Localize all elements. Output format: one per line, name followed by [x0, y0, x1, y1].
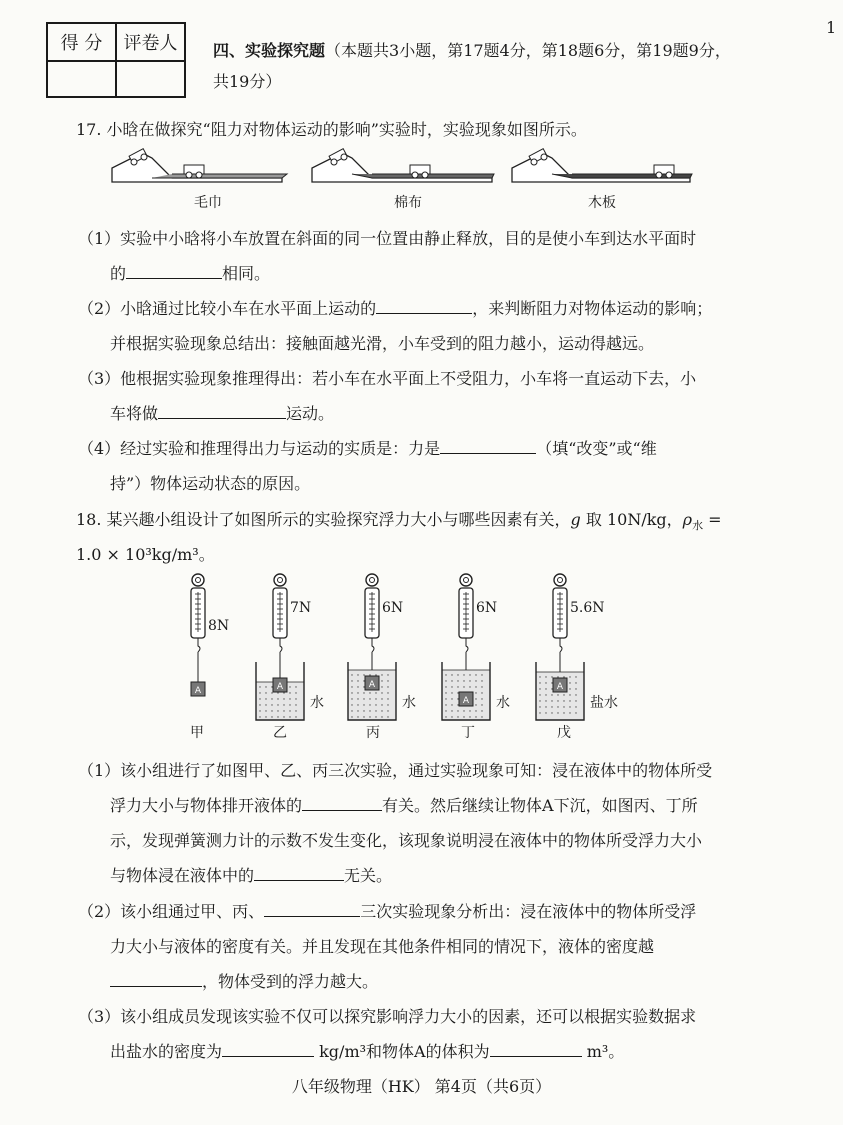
q18-p3-line1: （3）该小组成员发现该实验不仅可以探究影响浮力大小的因素，还可以根据实验数据求	[78, 1007, 697, 1026]
q18-p3-text-a: 出盐水的密度为	[110, 1042, 223, 1061]
q17-p4-text-a: （4）经过实验和推理得出力与运动的实质是：力是	[78, 439, 441, 458]
q18-p1-text-a: 浮力大小与物体排开液体的	[110, 796, 303, 815]
q17-p3-text-a: 车将做	[110, 404, 159, 423]
q17-p2-line2: 并根据实验现象总结出：接触面越光滑，小车受到的阻力越小，运动得越远。	[110, 334, 655, 353]
q18-p2-line1	[78, 899, 696, 922]
q17-p3-line1: （3）他根据实验现象推理得出：若小车在水平面上不受阻力，小车将一直运动下去，小	[78, 369, 697, 388]
ramp-board	[512, 149, 692, 182]
spring-scale-yi	[256, 574, 324, 720]
q18-blank-2[interactable]	[254, 864, 344, 881]
section-note-1: （本题共3小题，第17题4分，第18题6分，第19题9分，	[325, 41, 731, 60]
liquid-label-bing: 水	[402, 695, 416, 711]
setup-label-ding: 丁	[461, 725, 475, 741]
setup-label-yi: 乙	[273, 725, 287, 741]
q18-eq: =	[703, 510, 722, 529]
setup-label-wu: 戊	[557, 725, 571, 741]
page-footer: 八年级物理（HK） 第4页（共6页）	[291, 1077, 552, 1096]
q17-p1-line1: （1）实验中小晗将小车放置在斜面的同一位置由静止释放，目的是使小车到达水平面时	[78, 229, 697, 248]
reading-yi: 7N	[290, 600, 312, 616]
ramp-towel	[112, 149, 287, 182]
q18-blank-6[interactable]	[490, 1040, 582, 1057]
ramp-cotton	[312, 149, 494, 182]
buoyancy-figures	[170, 574, 650, 754]
q18-p3-text-c: m³。	[586, 1042, 625, 1061]
surface-label-cotton: 棉布	[394, 195, 422, 211]
block-label-wu: A	[556, 682, 564, 692]
q18-p1-line1: （1）该小组进行了如图甲、乙、丙三次实验，通过实验现象可知：浸在液体中的物体所受	[78, 761, 713, 780]
q17-p4-line2: 持”）物体运动状态的原因。	[110, 474, 311, 493]
q17-blank-3[interactable]	[158, 402, 286, 419]
q17-p2-text-a: （2）小晗通过比较小车在水平面上运动的	[78, 299, 377, 318]
q17-p3-line2	[110, 401, 334, 424]
q17-p2-line1	[78, 296, 712, 319]
section-note-2: 共19分）	[213, 72, 282, 91]
q17-p4-line1	[78, 436, 657, 459]
q17-p2-text-b: ，来判断阻力对物体运动的影响；	[472, 299, 713, 318]
block-label-ding: A	[462, 696, 470, 706]
surface-label-towel: 毛巾	[194, 195, 222, 211]
spring-scale-ding	[442, 574, 510, 720]
grader-label: 评卷人	[116, 23, 185, 61]
reading-jia: 8N	[208, 618, 230, 634]
q18-g-value: 取 10N/kg，	[580, 510, 683, 529]
q18-intro-text: 18. 某兴趣小组设计了如图所示的实验探究浮力大小与哪些因素有关，	[76, 510, 571, 529]
q18-p1-line4	[110, 863, 392, 886]
q18-blank-3[interactable]	[264, 900, 360, 917]
reading-ding: 6N	[476, 600, 498, 616]
liquid-label-wu: 盐水	[590, 695, 618, 711]
q18-p2-line3	[110, 969, 378, 992]
q17-p1-line2	[110, 261, 270, 284]
spring-scale-bing	[348, 574, 416, 720]
block-label-yi: A	[276, 682, 284, 692]
q18-p2-text-b: 三次实验现象分析出：浸在液体中的物体所受浮	[360, 902, 697, 921]
reading-bing: 6N	[382, 600, 404, 616]
liquid-label-yi: 水	[310, 695, 324, 711]
q17-p4-text-b: （填“改变”或“维	[536, 439, 657, 458]
q18-p1-text-d: 无关。	[344, 866, 393, 885]
section-title	[213, 35, 813, 97]
q18-blank-4[interactable]	[110, 970, 202, 987]
q17-blank-1[interactable]	[126, 262, 222, 279]
block-label-bing: A	[368, 680, 376, 690]
score-label: 得 分	[47, 23, 116, 61]
q18-blank-1[interactable]	[302, 794, 382, 811]
q18-intro-line2: 1.0 × 10³kg/m³。	[76, 545, 215, 564]
q18-intro-line1	[76, 507, 722, 533]
q18-rho-symbol: ρ	[682, 510, 693, 529]
spring-scale-wu	[536, 574, 618, 720]
q18-p1-line2	[110, 793, 698, 816]
q17-p3-text-b: 运动。	[286, 404, 335, 423]
surface-label-board: 木板	[588, 195, 616, 211]
q18-blank-5[interactable]	[222, 1040, 314, 1057]
q18-rho-sub: 水	[692, 519, 704, 533]
score-cell[interactable]	[47, 61, 116, 97]
q17-intro: 17. 小晗在做探究“阻力对物体运动的影响”实验时，实验现象如图所示。	[76, 120, 587, 139]
q17-p1-text-a: 的	[110, 264, 127, 283]
grader-cell[interactable]	[116, 61, 185, 97]
q18-p3-text-b: kg/m³和物体A的体积为	[319, 1042, 490, 1061]
q18-p3-line2	[110, 1039, 624, 1062]
reading-wu: 5.6N	[570, 600, 605, 616]
block-label-jia: A	[194, 686, 202, 696]
q18-g-symbol: g	[570, 510, 581, 529]
setup-label-jia: 甲	[190, 725, 204, 741]
section-heading: 四、实验探究题	[213, 41, 326, 60]
setup-label-bing: 丙	[366, 725, 380, 741]
score-box	[46, 22, 186, 98]
q17-p1-text-b: 相同。	[222, 264, 271, 283]
page-corner-number: 1	[826, 18, 837, 37]
spring-scale-jia	[191, 574, 229, 696]
q17-blank-2[interactable]	[376, 297, 472, 314]
q18-p2-line2: 力大小与液体的密度有关。并且发现在其他条件相同的情况下，液体的密度越	[110, 937, 655, 956]
q18-p1-text-b: 有关。然后继续让物体A下沉，如图丙、丁所	[382, 796, 698, 815]
q18-p2-text-a: （2）该小组通过甲、丙、	[78, 902, 265, 921]
liquid-label-ding: 水	[496, 695, 510, 711]
q17-blank-4[interactable]	[440, 437, 536, 454]
q18-p1-line3: 示，发现弹簧测力计的示数不发生变化，该现象说明浸在液体中的物体所受浮力大小	[110, 831, 703, 850]
q18-p2-text-c: ，物体受到的浮力越大。	[202, 972, 379, 991]
q18-p1-text-c: 与物体浸在液体中的	[110, 866, 255, 885]
